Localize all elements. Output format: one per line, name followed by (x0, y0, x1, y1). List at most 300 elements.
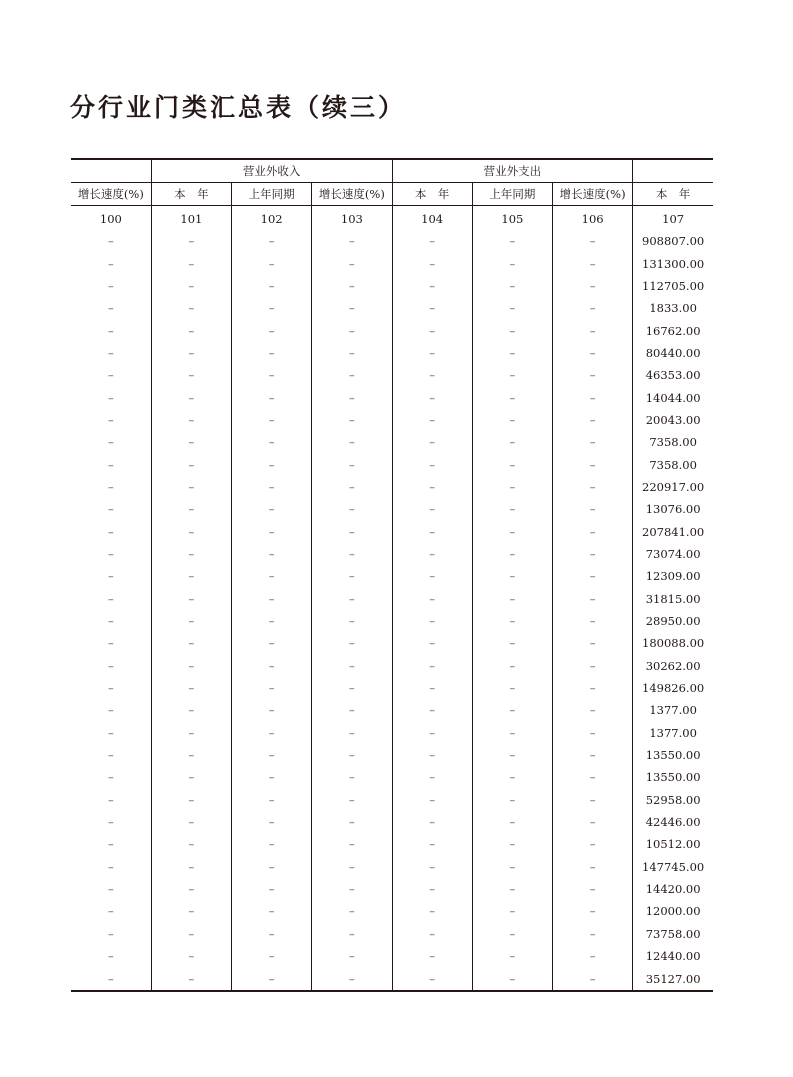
value-cell: 80440.00 (633, 342, 713, 364)
empty-cell: – (312, 967, 392, 990)
empty-cell: – (108, 926, 114, 941)
empty-cell: – (392, 476, 472, 498)
empty-cell: – (472, 811, 552, 833)
empty-cell: – (232, 878, 312, 900)
empty-cell: – (151, 409, 231, 431)
sub-header: 上年同期 (472, 183, 552, 206)
empty-cell: – (232, 364, 312, 386)
empty-cell: – (392, 543, 472, 565)
empty-cell: – (232, 900, 312, 922)
empty-cell: – (553, 476, 633, 498)
empty-cell: – (151, 967, 231, 990)
empty-cell: – (232, 565, 312, 587)
empty-cell: – (151, 722, 231, 744)
empty-cell: – (553, 386, 633, 408)
empty-cell: – (553, 789, 633, 811)
value-cell: 46353.00 (633, 364, 713, 386)
empty-cell: – (472, 833, 552, 855)
empty-cell: – (553, 431, 633, 453)
table-row (71, 275, 713, 297)
value-cell: 180088.00 (633, 632, 713, 654)
empty-cell: – (151, 677, 231, 699)
empty-cell: – (151, 923, 231, 945)
empty-cell: – (151, 498, 231, 520)
empty-cell: – (472, 878, 552, 900)
empty-cell: – (472, 744, 552, 766)
value-cell: 52958.00 (633, 789, 713, 811)
empty-cell: – (392, 744, 472, 766)
value-cell: 7358.00 (633, 453, 713, 475)
empty-cell: – (553, 297, 633, 319)
table-row (71, 811, 713, 833)
empty-cell: – (151, 476, 231, 498)
sub-header: 增长速度(%) (312, 183, 392, 206)
empty-cell: – (392, 297, 472, 319)
empty-cell: – (151, 856, 231, 878)
empty-cell: – (553, 230, 633, 252)
empty-cell: – (312, 297, 392, 319)
empty-cell: – (553, 856, 633, 878)
value-cell: 908807.00 (633, 230, 713, 252)
empty-cell: – (472, 610, 552, 632)
value-cell: 10512.00 (633, 833, 713, 855)
empty-cell: – (108, 681, 114, 696)
empty-cell: – (553, 699, 633, 721)
table-row (71, 722, 713, 744)
empty-cell: – (151, 543, 231, 565)
empty-cell: – (71, 967, 151, 990)
empty-cell: – (108, 546, 114, 561)
empty-cell: – (553, 342, 633, 364)
empty-cell: – (151, 833, 231, 855)
empty-cell: – (312, 699, 392, 721)
value-cell: 147745.00 (633, 856, 713, 878)
empty-cell: – (232, 744, 312, 766)
empty-cell: – (312, 856, 392, 878)
empty-cell: – (232, 699, 312, 721)
empty-cell: – (472, 967, 552, 990)
empty-cell: – (232, 431, 312, 453)
empty-cell: – (392, 655, 472, 677)
value-cell: 1377.00 (633, 699, 713, 721)
empty-cell: – (312, 565, 392, 587)
empty-cell: – (108, 390, 114, 405)
empty-cell: – (553, 409, 633, 431)
empty-cell: – (151, 945, 231, 967)
table-row (71, 699, 713, 721)
empty-cell: – (392, 498, 472, 520)
sub-header: 增长速度(%) (71, 183, 151, 206)
table-row (71, 588, 713, 610)
value-cell: 73758.00 (633, 923, 713, 945)
empty-cell: – (472, 409, 552, 431)
empty-cell: – (108, 368, 114, 383)
empty-cell: – (392, 520, 472, 542)
empty-cell: – (232, 453, 312, 475)
table-row (71, 565, 713, 587)
empty-cell: – (312, 364, 392, 386)
column-number: 102 (232, 206, 312, 231)
group-header-blank-left (71, 159, 151, 183)
empty-cell: – (232, 811, 312, 833)
empty-cell: – (151, 275, 231, 297)
empty-cell: – (553, 498, 633, 520)
table-row (71, 453, 713, 475)
value-cell: 13550.00 (633, 744, 713, 766)
empty-cell: – (312, 722, 392, 744)
empty-cell: – (151, 766, 231, 788)
empty-cell: – (312, 588, 392, 610)
empty-cell: – (392, 565, 472, 587)
empty-cell: – (392, 319, 472, 341)
sub-header: 上年同期 (232, 183, 312, 206)
empty-cell: – (312, 878, 392, 900)
value-cell: 149826.00 (633, 677, 713, 699)
table-row (71, 900, 713, 922)
group-header-income: 营业外收入 (151, 159, 392, 183)
sub-header: 增长速度(%) (553, 183, 633, 206)
empty-cell: – (108, 859, 114, 874)
empty-cell: – (472, 342, 552, 364)
empty-cell: – (312, 386, 392, 408)
empty-cell: – (151, 900, 231, 922)
value-cell: 12000.00 (633, 900, 713, 922)
empty-cell: – (151, 655, 231, 677)
empty-cell: – (472, 498, 552, 520)
empty-cell: – (312, 789, 392, 811)
empty-cell: – (232, 476, 312, 498)
empty-cell: – (312, 945, 392, 967)
empty-cell: – (232, 319, 312, 341)
empty-cell: – (108, 457, 114, 472)
table-row (71, 833, 713, 855)
empty-cell: – (312, 744, 392, 766)
empty-cell: – (312, 520, 392, 542)
sub-header: 本 年 (151, 183, 231, 206)
table-row (71, 409, 713, 431)
empty-cell: – (232, 498, 312, 520)
empty-cell: – (392, 230, 472, 252)
empty-cell: – (108, 748, 114, 763)
empty-cell: – (472, 856, 552, 878)
table-row (71, 386, 713, 408)
value-cell: 1377.00 (633, 722, 713, 744)
column-number: 101 (151, 206, 231, 231)
empty-cell: – (232, 252, 312, 274)
table-row (71, 655, 713, 677)
empty-cell: – (553, 319, 633, 341)
value-cell: 30262.00 (633, 655, 713, 677)
empty-cell: – (472, 476, 552, 498)
empty-cell: – (392, 945, 472, 967)
empty-cell: – (312, 252, 392, 274)
empty-cell: – (108, 412, 114, 427)
empty-cell: – (312, 610, 392, 632)
empty-cell: – (312, 923, 392, 945)
empty-cell: – (312, 677, 392, 699)
value-cell: 20043.00 (633, 409, 713, 431)
empty-cell: – (553, 811, 633, 833)
empty-cell: – (392, 699, 472, 721)
empty-cell: – (232, 342, 312, 364)
table-row (71, 632, 713, 654)
table-row (71, 476, 713, 498)
empty-cell: – (472, 632, 552, 654)
empty-cell: – (151, 520, 231, 542)
empty-cell: – (312, 230, 392, 252)
group-header-blank-right (633, 159, 713, 183)
empty-cell: – (232, 722, 312, 744)
empty-cell: – (553, 610, 633, 632)
empty-cell: – (108, 345, 114, 360)
value-cell: 13550.00 (633, 766, 713, 788)
empty-cell: – (151, 565, 231, 587)
empty-cell: – (312, 900, 392, 922)
empty-cell: – (108, 435, 114, 450)
empty-cell: – (232, 945, 312, 967)
empty-cell: – (472, 453, 552, 475)
empty-cell: – (553, 766, 633, 788)
empty-cell: – (232, 677, 312, 699)
empty-cell: – (553, 364, 633, 386)
empty-cell: – (392, 453, 472, 475)
empty-cell: – (108, 949, 114, 964)
empty-cell: – (108, 234, 114, 249)
empty-cell: – (312, 409, 392, 431)
table-row (71, 319, 713, 341)
empty-cell: – (151, 744, 231, 766)
empty-cell: – (108, 837, 114, 852)
empty-cell: – (392, 833, 472, 855)
empty-cell: – (472, 543, 552, 565)
empty-cell: – (151, 699, 231, 721)
empty-cell: – (232, 275, 312, 297)
table-row (71, 498, 713, 520)
empty-cell: – (232, 833, 312, 855)
table-row (71, 342, 713, 364)
empty-cell: – (312, 632, 392, 654)
empty-cell: – (392, 856, 472, 878)
empty-cell: – (151, 588, 231, 610)
empty-cell: – (108, 636, 114, 651)
empty-cell: – (553, 520, 633, 542)
empty-cell: – (472, 364, 552, 386)
sub-header: 本 年 (633, 183, 713, 206)
empty-cell: – (392, 677, 472, 699)
empty-cell: – (151, 632, 231, 654)
empty-cell: – (232, 386, 312, 408)
empty-cell: – (232, 967, 312, 990)
empty-cell: – (472, 655, 552, 677)
empty-cell: – (151, 342, 231, 364)
value-cell: 13076.00 (633, 498, 713, 520)
empty-cell: – (392, 811, 472, 833)
table-row (71, 677, 713, 699)
empty-cell: – (553, 967, 633, 990)
value-cell: 14420.00 (633, 878, 713, 900)
empty-cell: – (553, 588, 633, 610)
table-row (71, 744, 713, 766)
empty-cell: – (151, 453, 231, 475)
empty-cell: – (232, 520, 312, 542)
empty-cell: – (472, 565, 552, 587)
empty-cell: – (151, 811, 231, 833)
empty-cell: – (151, 364, 231, 386)
table-row (71, 789, 713, 811)
empty-cell: – (108, 278, 114, 293)
empty-cell: – (392, 632, 472, 654)
empty-cell: – (472, 275, 552, 297)
sub-header-row (71, 183, 713, 206)
empty-cell: – (553, 655, 633, 677)
empty-cell: – (553, 677, 633, 699)
empty-cell: – (392, 789, 472, 811)
column-number: 103 (312, 206, 392, 231)
column-number-row (71, 206, 713, 231)
empty-cell: – (312, 811, 392, 833)
empty-cell: – (392, 409, 472, 431)
table-row (71, 297, 713, 319)
empty-cell: – (151, 386, 231, 408)
empty-cell: – (392, 878, 472, 900)
empty-cell: – (108, 725, 114, 740)
value-cell: 28950.00 (633, 610, 713, 632)
value-cell: 14044.00 (633, 386, 713, 408)
empty-cell: – (108, 479, 114, 494)
empty-cell: – (151, 789, 231, 811)
empty-cell: – (232, 610, 312, 632)
table-row (71, 610, 713, 632)
table-row (71, 520, 713, 542)
empty-cell: – (108, 614, 114, 629)
empty-cell: – (108, 792, 114, 807)
empty-cell: – (472, 431, 552, 453)
sub-header: 本 年 (392, 183, 472, 206)
empty-cell: – (232, 655, 312, 677)
empty-cell: – (553, 878, 633, 900)
empty-cell: – (392, 275, 472, 297)
table-row (71, 856, 713, 878)
empty-cell: – (472, 520, 552, 542)
empty-cell: – (108, 569, 114, 584)
empty-cell: – (472, 252, 552, 274)
value-cell: 1833.00 (633, 297, 713, 319)
empty-cell: – (392, 588, 472, 610)
empty-cell: – (108, 502, 114, 517)
empty-cell: – (553, 543, 633, 565)
table-row (71, 431, 713, 453)
empty-cell: – (392, 722, 472, 744)
table-row (71, 543, 713, 565)
empty-cell: – (553, 833, 633, 855)
empty-cell: – (553, 945, 633, 967)
empty-cell: – (553, 453, 633, 475)
empty-cell: – (108, 591, 114, 606)
empty-cell: – (232, 856, 312, 878)
empty-cell: – (232, 923, 312, 945)
empty-cell: – (472, 699, 552, 721)
value-cell: 131300.00 (633, 252, 713, 274)
empty-cell: – (553, 900, 633, 922)
empty-cell: – (232, 588, 312, 610)
empty-cell: – (472, 766, 552, 788)
empty-cell: – (553, 565, 633, 587)
empty-cell: – (108, 904, 114, 919)
empty-cell: – (553, 632, 633, 654)
empty-cell: – (232, 230, 312, 252)
empty-cell: – (472, 386, 552, 408)
table-row (71, 945, 713, 967)
empty-cell: – (553, 923, 633, 945)
column-number: 105 (472, 206, 552, 231)
empty-cell: – (392, 923, 472, 945)
empty-cell: – (108, 882, 114, 897)
empty-cell: – (232, 297, 312, 319)
empty-cell: – (312, 431, 392, 453)
group-header-row (71, 159, 713, 183)
page-title: 分行业门类汇总表（续三） (70, 93, 407, 122)
empty-cell: – (312, 319, 392, 341)
empty-cell: – (312, 342, 392, 364)
empty-cell: – (108, 323, 114, 338)
empty-cell: – (312, 498, 392, 520)
column-number: 100 (99, 212, 122, 226)
empty-cell: – (392, 610, 472, 632)
table-row (71, 923, 713, 945)
empty-cell: – (312, 453, 392, 475)
summary-table (71, 158, 713, 992)
empty-cell: – (392, 766, 472, 788)
empty-cell: – (472, 230, 552, 252)
column-number: 106 (553, 206, 633, 231)
column-number: 104 (392, 206, 472, 231)
empty-cell: – (312, 833, 392, 855)
empty-cell: – (108, 301, 114, 316)
value-cell: 12309.00 (633, 565, 713, 587)
empty-cell: – (472, 319, 552, 341)
empty-cell: – (151, 431, 231, 453)
empty-cell: – (108, 658, 114, 673)
empty-cell: – (312, 766, 392, 788)
empty-cell: – (232, 632, 312, 654)
empty-cell: – (472, 722, 552, 744)
empty-cell: – (108, 703, 114, 718)
empty-cell: – (392, 342, 472, 364)
empty-cell: – (392, 386, 472, 408)
value-cell: 12440.00 (633, 945, 713, 967)
value-cell: 16762.00 (633, 319, 713, 341)
empty-cell: – (472, 677, 552, 699)
empty-cell: – (472, 945, 552, 967)
table-row (71, 878, 713, 900)
empty-cell: – (472, 900, 552, 922)
empty-cell: – (392, 900, 472, 922)
empty-cell: – (472, 588, 552, 610)
empty-cell: – (553, 722, 633, 744)
empty-cell: – (472, 923, 552, 945)
empty-cell: – (151, 610, 231, 632)
empty-cell: – (312, 543, 392, 565)
value-cell: 220917.00 (633, 476, 713, 498)
value-cell: 31815.00 (633, 588, 713, 610)
empty-cell: – (392, 364, 472, 386)
empty-cell: – (108, 770, 114, 785)
empty-cell: – (312, 476, 392, 498)
table-row (71, 766, 713, 788)
empty-cell: – (392, 431, 472, 453)
empty-cell: – (232, 409, 312, 431)
empty-cell: – (151, 252, 231, 274)
